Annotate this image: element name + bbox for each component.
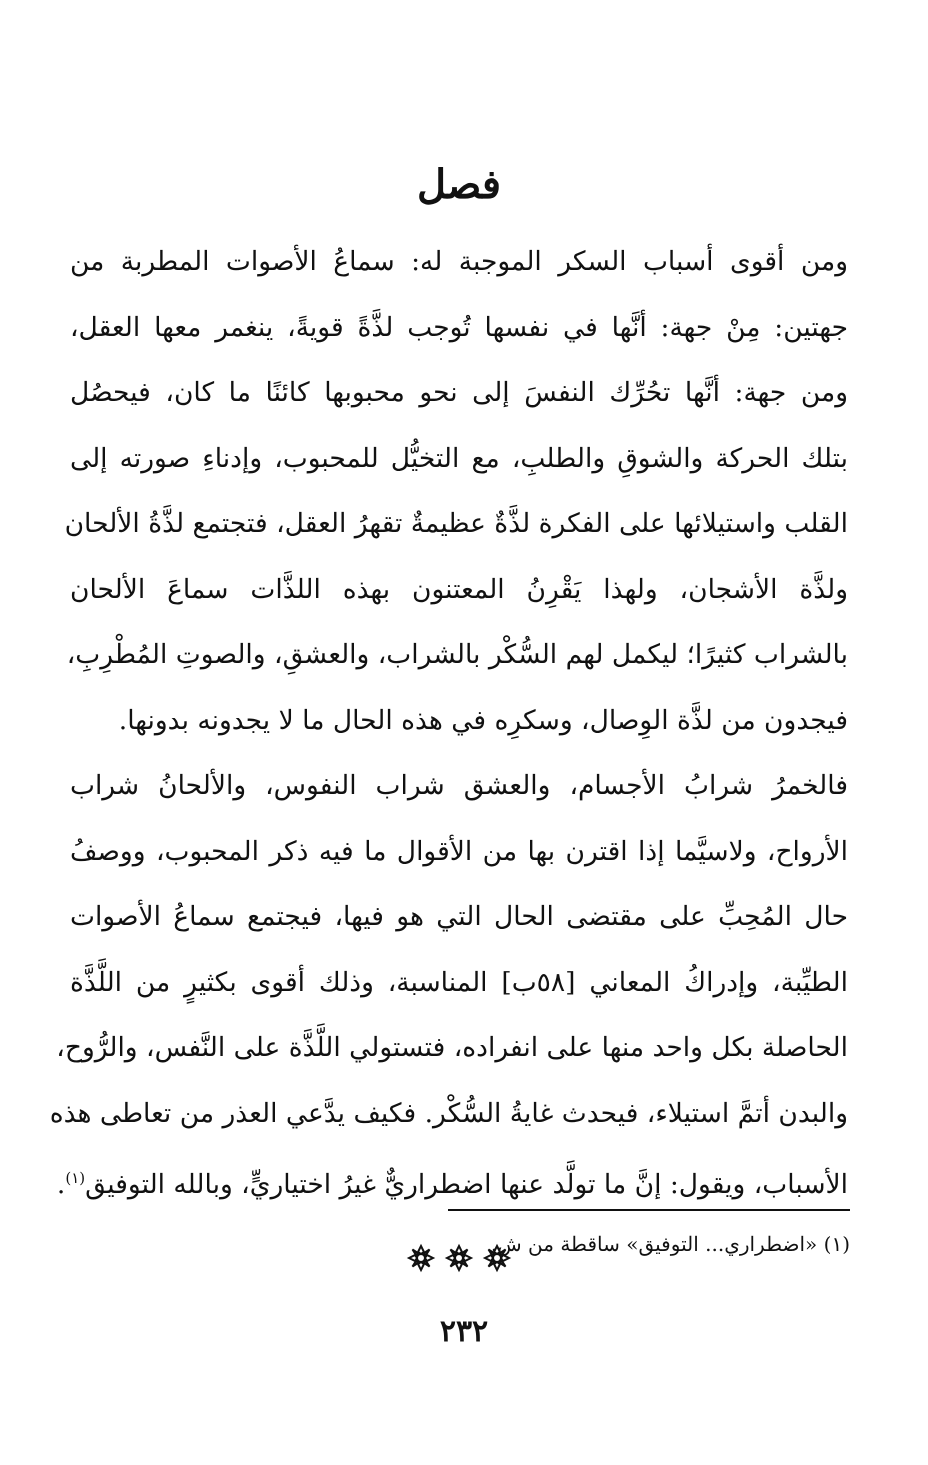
text-line: بتلك الحركة والشوقِ والطلبِ، مع التخيُّل للمحبوب، وإدناءِ صورته إلى [70, 442, 848, 474]
text-line: ولذَّة الأشجان، ولهذا يَقْرِنُ المعتنون بهذه اللذَّات سماعَ الألحان [70, 573, 848, 605]
text-line: الطيِّبة، وإدراكُ المعاني [٥٨ب] المناسبة، وذلك أقوى بكثيرٍ من اللَّذَّة [70, 966, 848, 998]
footnote-marker[interactable]: (١) [65, 1169, 86, 1187]
page-body [49, 155, 848, 1285]
text-line: فالخمرُ شرابُ الأجسام، والعشق شراب النفوس، والألحانُ شراب [70, 770, 848, 801]
text-line: بالشراب كثيرًا؛ ليكمل لهم السُّكْر بالشراب، والعشقِ، والصوتِ المُطْرِبِ، [66, 639, 848, 670]
paragraph-1 [64, 229, 848, 753]
text-line: حال المُحِبِّ على مقتضى الحال التي هو فيها، فيجتمع سماعُ الأصوات [70, 901, 848, 932]
text-line: ومن جهة: أنَّها تحُرِّك النفسَ إلى نحو محبوبها كائنًا ما كان، فيحصُل [70, 377, 848, 408]
text-line-final: الأسباب، ويقول: إنَّ ما تولَّد عنها اضطراريٌّ غيرُ اختياريٍّ، وبالله التوفيق$^{(١)}$. [56, 1168, 848, 1200]
text-line: جهتين: مِنْ جهة: أنَّها في نفسها تُوجب لذَّةً قويةً، ينغمر معها العقل، [70, 311, 848, 343]
paragraph-2 [49, 753, 848, 1217]
text-line: ومن أقوى أسباب السكر الموجبة له: سماعُ الأصوات المطربة من [70, 246, 848, 277]
text-line: والبدن أتمَّ استيلاء، فيحدث غايةُ السُّكْر. فكيف يدَّعي العذر من تعاطى هذه [49, 1097, 848, 1129]
text-line: القلب واستيلائها على الفكرة لذَّةٌ عظيمةٌ تقهرُ العقل، فتجتمع لذَّةُ الألحان [64, 508, 848, 539]
page-number: ٢٣٢ [439, 1314, 489, 1349]
final-line-text: الأسباب، ويقول: إنَّ ما تولَّد عنها اضطراريٌّ غيرُ اختياريٍّ، وبالله التوفيق [85, 1168, 848, 1200]
footnote: (١) «اضطراري... التوفيق» ساقطة من ش. [490, 1232, 850, 1256]
section-heading: فصل [416, 161, 502, 208]
text-line: الأرواح، ولاسيَّما إذا اقترن بها من الأقوال ما فيه ذكر المحبوب، ووصفُ [70, 835, 848, 867]
text-line: الحاصلة بكل واحد منها على انفراده، فتستولي اللَّذَّة على النَّفس، والرُّوح، [56, 1032, 848, 1063]
text-line: فيجدون من لذَّة الوِصال، وسكرِه في هذه الحال ما لا يجدونه بدونها. [118, 704, 848, 736]
footnote-divider [448, 1209, 850, 1211]
